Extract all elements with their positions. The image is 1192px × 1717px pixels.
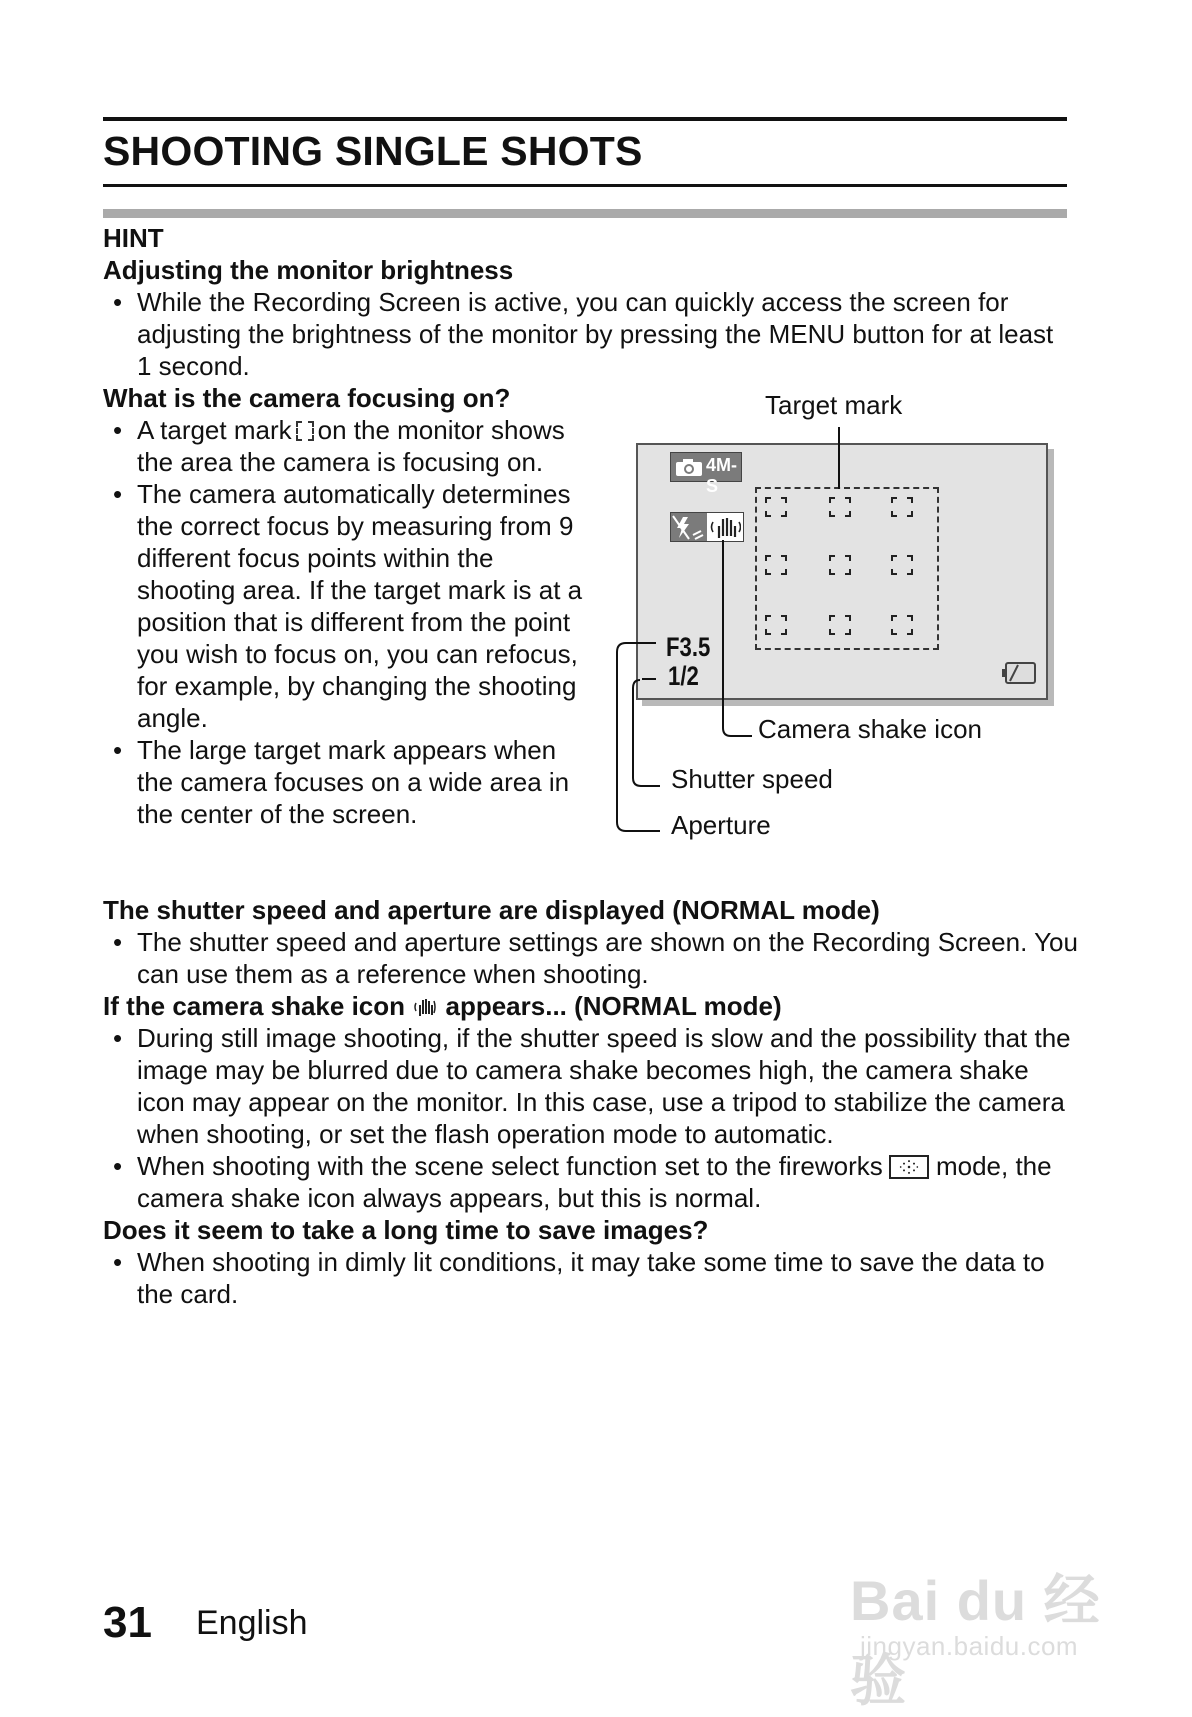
hint-bar <box>103 209 1067 218</box>
section-heading-focus: What is the camera focusing on? <box>103 383 511 413</box>
shooting-mode-tile <box>670 452 742 496</box>
target-mark-4 <box>765 555 787 575</box>
bullet-target-mark-post: on the monitor shows the area the camera is focusing on. <box>137 415 565 477</box>
bullet-fireworks <box>103 1150 1078 1214</box>
target-mark-6 <box>891 555 913 575</box>
section-heading-save: Does it seem to take a long time to save images? <box>103 1215 709 1245</box>
watermark-main: Bai du 经验 <box>850 1569 1101 1712</box>
target-mark-area <box>755 487 939 650</box>
hint-block-top <box>103 222 1063 382</box>
label-shutter-speed: Shutter speed <box>671 764 833 794</box>
page-number: 31 <box>103 1598 152 1647</box>
target-mark-2 <box>829 497 851 517</box>
bullet-save: • When shooting in dimly lit conditions, it may take some time to save the data to the card. <box>103 1246 1078 1310</box>
fireworks-pre: When shooting with the scene select function set to the fireworks <box>137 1151 883 1181</box>
mode-text: 4M-S <box>706 455 737 496</box>
page-title: SHOOTING SINGLE SHOTS <box>103 128 643 174</box>
bullet-shutter: • The shutter speed and aperture settings are shown on the Recording Screen. You can use them as a reference when shooting. <box>103 926 1078 990</box>
bullet-shake-tripod: • During still image shooting, if the shutter speed is slow and the possibility that the image may be blurred due to camera shake becomes high, the camera shake icon may appear on the monitor. In this case, use a tripod to stabilize the camera when shooting, or set the flash operation mode to automatic. <box>103 1022 1078 1150</box>
section-heading-brightness: Adjusting the monitor brightness <box>103 255 514 285</box>
bullet-auto-focus: • The camera automatically determines the correct focus by measuring from 9 different focus points within the shooting area. If the target mark is at a position that is different from the point you wish to focus on, you can refocus, for example, by changing the shooting angle. <box>103 478 598 734</box>
target-mark-1 <box>765 497 787 517</box>
target-mark-8 <box>829 615 851 635</box>
target-mark-5 <box>829 555 851 575</box>
target-mark-9 <box>891 615 913 635</box>
watermark-sub: jingyan.baidu.com <box>860 1631 1079 1661</box>
camera-icon <box>675 457 703 477</box>
hint-label: HINT <box>103 223 164 253</box>
bullet-target-mark-pre: A target mark <box>137 415 292 445</box>
top-rule <box>103 117 1067 121</box>
label-aperture: Aperture <box>671 810 771 840</box>
target-mark-3 <box>891 497 913 517</box>
baidu-watermark <box>850 1545 1135 1712</box>
target-mark-7 <box>765 615 787 635</box>
camera-shake-icon <box>709 514 741 540</box>
bullet-target-mark <box>103 414 598 478</box>
section-heading-shake <box>103 990 1078 1022</box>
shake-heading-post: appears... (NORMAL mode) <box>445 991 782 1021</box>
camera-shake-icon <box>414 996 436 1018</box>
label-camera-shake-icon: Camera shake icon <box>758 714 982 744</box>
section-heading-shutter: The shutter speed and aperture are displayed (NORMAL mode) <box>103 895 880 925</box>
target-mark-icon <box>296 421 314 441</box>
title-rule <box>103 184 1067 187</box>
label-target-mark: Target mark <box>765 390 903 420</box>
focus-section <box>103 382 598 830</box>
hint-block-bottom <box>103 894 1078 1310</box>
fireworks-icon <box>889 1155 929 1179</box>
bullet-brightness: • While the Recording Screen is active, you can quickly access the screen for adjusting the brightness of the monitor by pressing the MENU button for at least 1 second. <box>103 286 1063 382</box>
shutter-speed-value: 1/2 <box>668 661 699 691</box>
page-language: English <box>196 1604 308 1642</box>
fireworks-post: mode, the camera shake icon always appears, but this is normal. <box>137 1151 1052 1213</box>
status-icons-tile <box>670 512 744 542</box>
bullet-large-target: • The large target mark appears when the camera focuses on a wide area in the center of the screen. <box>103 734 598 830</box>
shake-heading-pre: If the camera shake icon <box>103 991 406 1021</box>
flash-icon <box>671 513 707 541</box>
battery-icon <box>1002 662 1036 684</box>
aperture-value: F3.5 <box>666 632 711 662</box>
